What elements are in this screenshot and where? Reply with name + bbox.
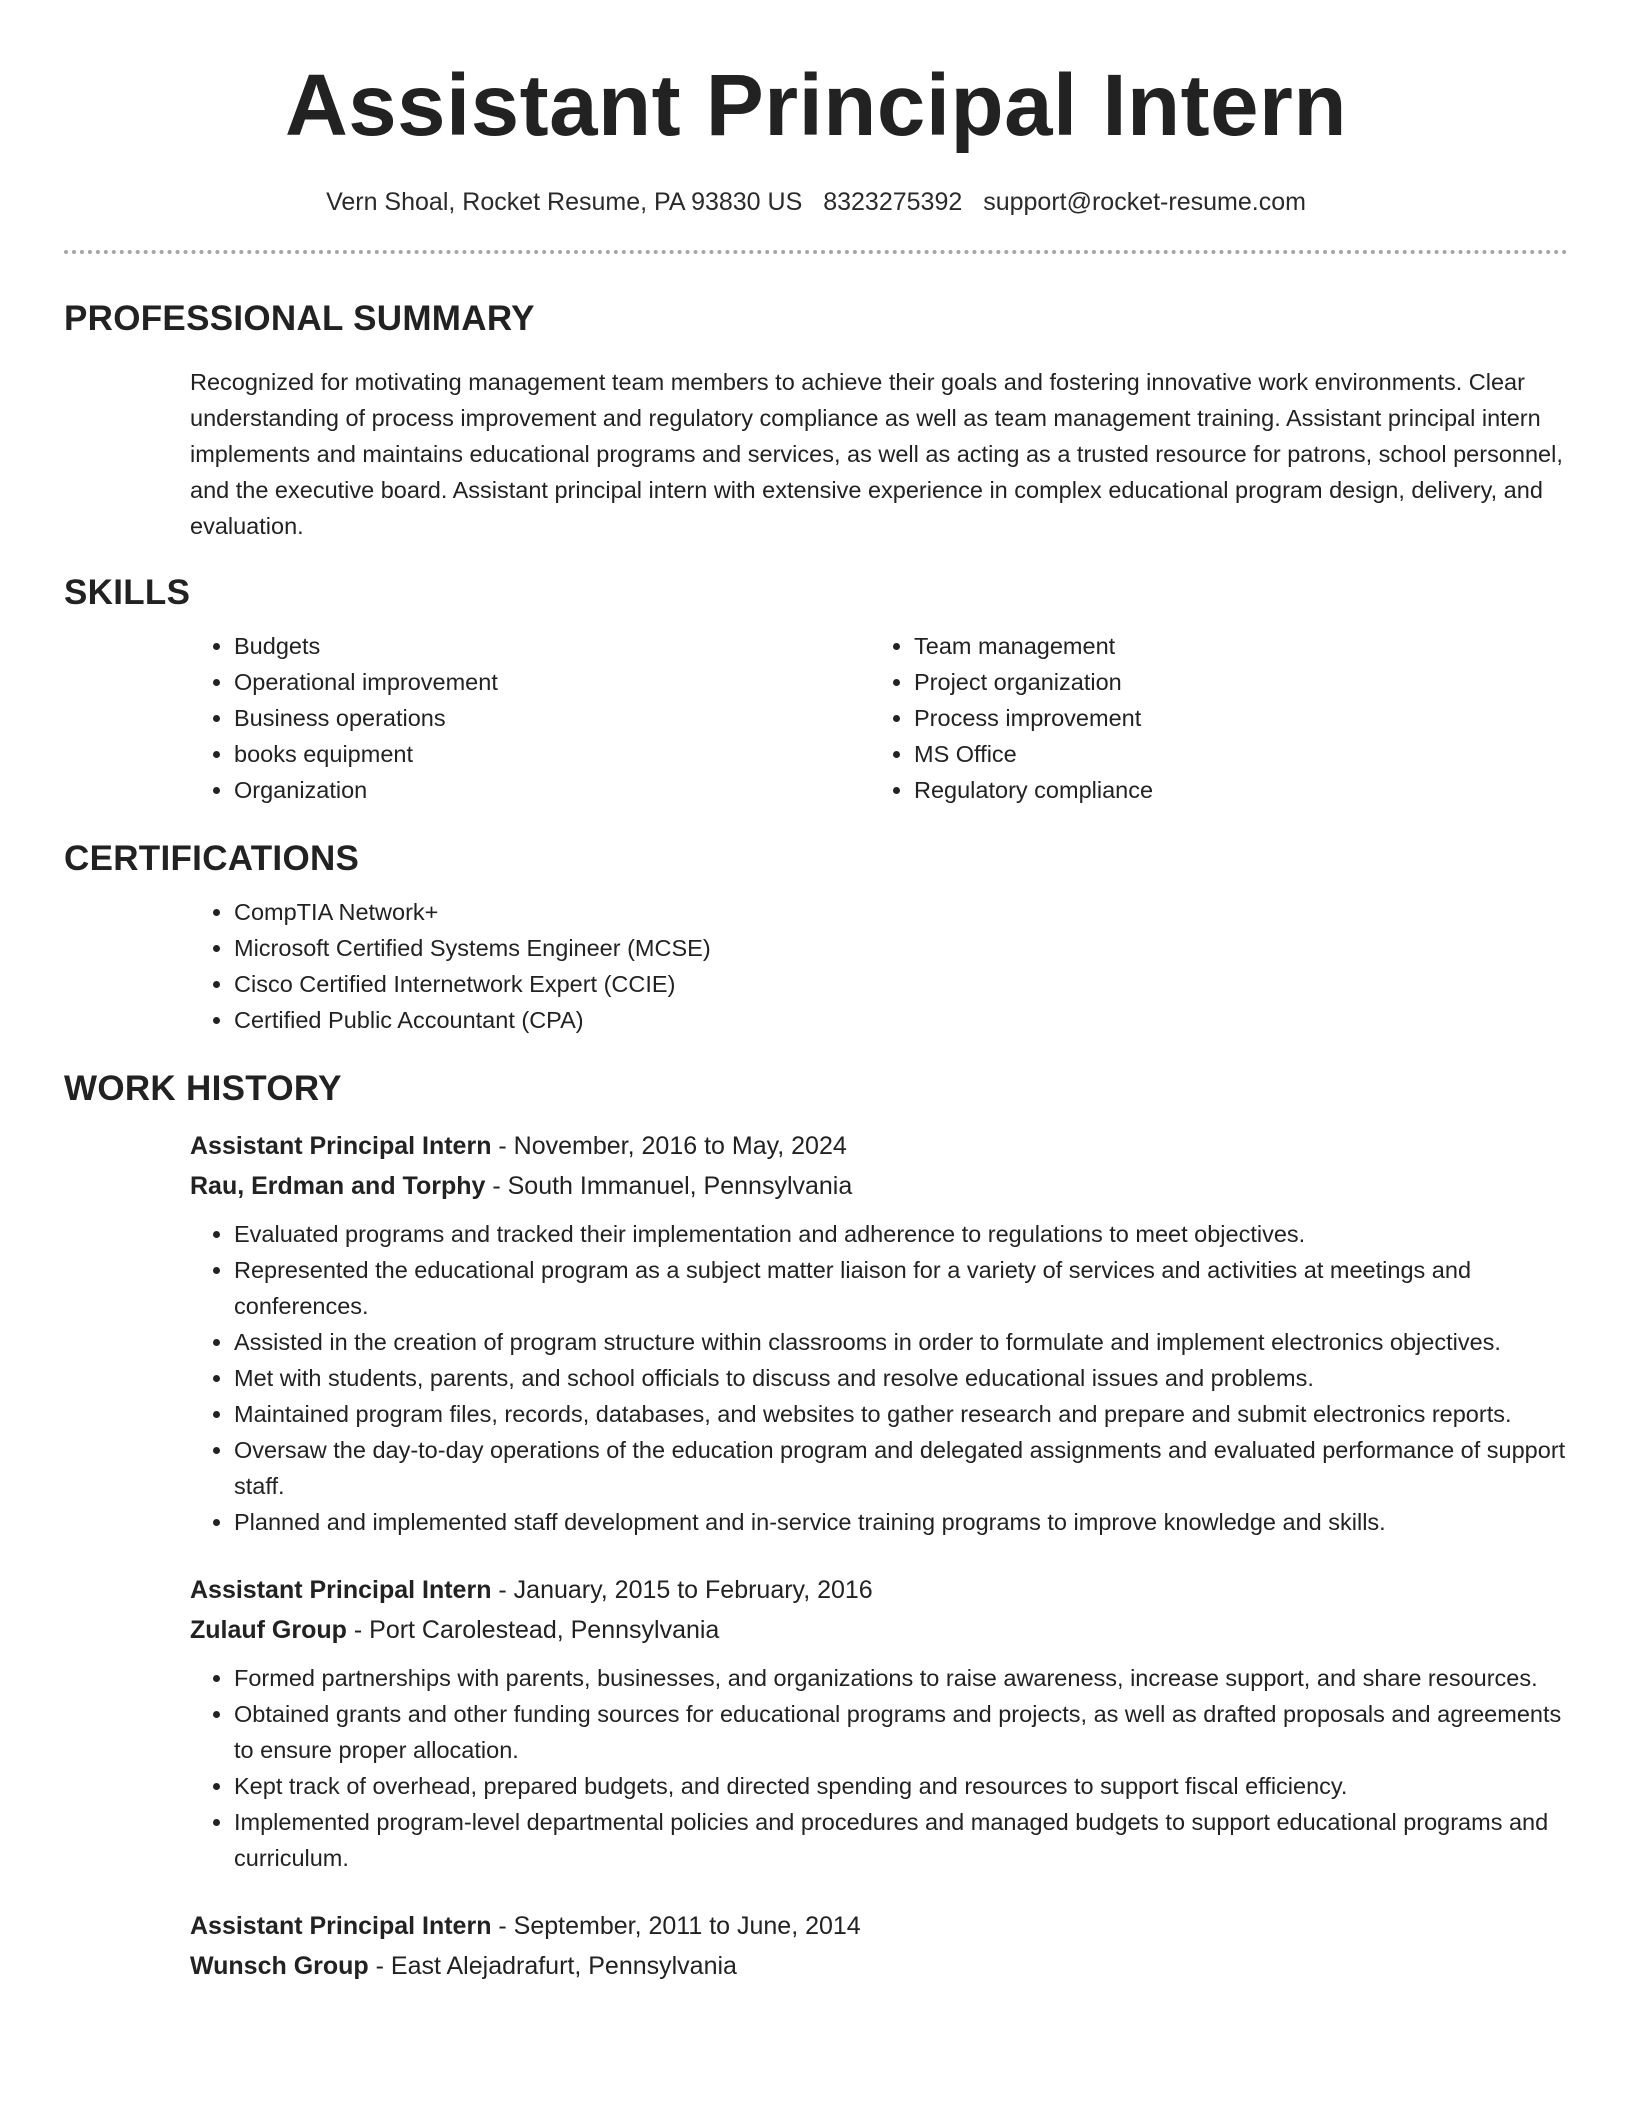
skills-list: [190, 628, 1568, 808]
skills-column-right: [870, 628, 1550, 808]
job-company: Wunsch Group: [190, 1952, 369, 1980]
certifications-heading: CERTIFICATIONS: [64, 839, 360, 878]
job-bullet: • Met with students, parents, and school officials to discuss and resolve educational issues and problems.: [234, 1360, 1568, 1396]
resume-page: [64, 0, 1568, 2016]
skill-item: • Business operations: [234, 700, 870, 736]
skill-item: • Organization: [234, 772, 870, 808]
contact-line: [64, 186, 1568, 218]
job-title-line: [190, 1570, 1568, 1610]
job-title: Assistant Principal Intern: [190, 1912, 492, 1940]
job-dates: - September, 2011 to June, 2014: [491, 1912, 861, 1940]
resume-title: Assistant Principal Intern: [284, 57, 1348, 154]
job-location: - East Alejadrafurt, Pennsylvania: [368, 1952, 737, 1980]
job-title-line: [190, 1906, 1568, 1946]
job-title: Assistant Principal Intern: [190, 1576, 492, 1604]
job-bullet: • Formed partnerships with parents, businesses, and organizations to raise awareness, increase support, and share resources.: [234, 1660, 1568, 1696]
job-location: - Port Carolestead, Pennsylvania: [346, 1616, 720, 1644]
certification-item: • Certified Public Accountant (CPA): [234, 1002, 1568, 1038]
job-company: Rau, Erdman and Torphy: [190, 1172, 486, 1200]
certification-item: • CompTIA Network+: [234, 894, 1568, 930]
job-title-line: [190, 1126, 1568, 1166]
summary-heading: PROFESSIONAL SUMMARY: [64, 299, 535, 338]
contact-phone: 8323275392: [823, 188, 963, 216]
certifications-list: [190, 894, 1568, 1038]
job-bullet: • Implemented program-level departmental policies and procedures and managed budgets to support educational programs and curriculum.: [234, 1804, 1568, 1876]
job-company-line: [190, 1166, 1568, 1206]
skill-item: • Operational improvement: [234, 664, 870, 700]
job-company-line: [190, 1946, 1568, 1986]
job-company-line: [190, 1610, 1568, 1650]
header-divider: [64, 250, 1568, 254]
work-history-heading: WORK HISTORY: [64, 1069, 342, 1108]
job-bullets: [190, 1216, 1568, 1540]
job-entry: [190, 1906, 1568, 1986]
job-dates: - January, 2015 to February, 2016: [491, 1576, 873, 1604]
job-entry: [190, 1570, 1568, 1876]
job-bullet: • Planned and implemented staff development and in-service training programs to improve knowledge and skills.: [234, 1504, 1568, 1540]
job-bullet: • Evaluated programs and tracked their implementation and adherence to regulations to meet objectives.: [234, 1216, 1568, 1252]
skills-column-left: [190, 628, 870, 808]
job-bullet: • Oversaw the day-to-day operations of the education program and delegated assignments and evaluated performance of support staff.: [234, 1432, 1568, 1504]
skill-item: • Budgets: [234, 628, 870, 664]
job-bullet: • Obtained grants and other funding sources for educational programs and projects, as well as drafted proposals and agreements to ensure proper allocation.: [234, 1696, 1568, 1768]
skill-item: • books equipment: [234, 736, 870, 772]
work-history-list: [190, 1126, 1568, 1986]
job-company: Zulauf Group: [190, 1616, 347, 1644]
job-location: - South Immanuel, Pennsylvania: [485, 1172, 853, 1200]
job-dates: - November, 2016 to May, 2024: [491, 1132, 847, 1160]
certification-item: • Cisco Certified Internetwork Expert (CCIE): [234, 966, 1568, 1002]
certification-item: • Microsoft Certified Systems Engineer (MCSE): [234, 930, 1568, 966]
job-bullet: • Represented the educational program as a subject matter liaison for a variety of services and activities at meetings and conferences.: [234, 1252, 1568, 1324]
skill-item: • Process improvement: [914, 700, 1550, 736]
job-title: Assistant Principal Intern: [190, 1132, 492, 1160]
job-entry: [190, 1126, 1568, 1540]
job-bullet: • Assisted in the creation of program structure within classrooms in order to formulate and implement electronics objectives.: [234, 1324, 1568, 1360]
job-bullet: • Maintained program files, records, databases, and websites to gather research and prepare and submit electronics reports.: [234, 1396, 1568, 1432]
job-bullet: • Kept track of overhead, prepared budgets, and directed spending and resources to support fiscal efficiency.: [234, 1768, 1568, 1804]
skills-heading: SKILLS: [64, 573, 191, 612]
contact-email: support@rocket-resume.com: [983, 188, 1306, 216]
job-bullets: [190, 1660, 1568, 1876]
summary-text: Recognized for motivating management team members to achieve their goals and fostering innovative work environments. Clear understanding of process improvement and regulatory compliance as well as team management training. Assistant principal intern implements and maintains educational programs and services, as well as acting as a trusted resource for patrons, school personnel, and the executive board. Assistant principal intern with extensive experience in complex educational program design, delivery, and evaluation.: [190, 369, 1563, 539]
contact-address: Vern Shoal, Rocket Resume, PA 93830 US: [326, 188, 803, 216]
skill-item: • MS Office: [914, 736, 1550, 772]
skill-item: • Team management: [914, 628, 1550, 664]
skill-item: • Project organization: [914, 664, 1550, 700]
skill-item: • Regulatory compliance: [914, 772, 1550, 808]
